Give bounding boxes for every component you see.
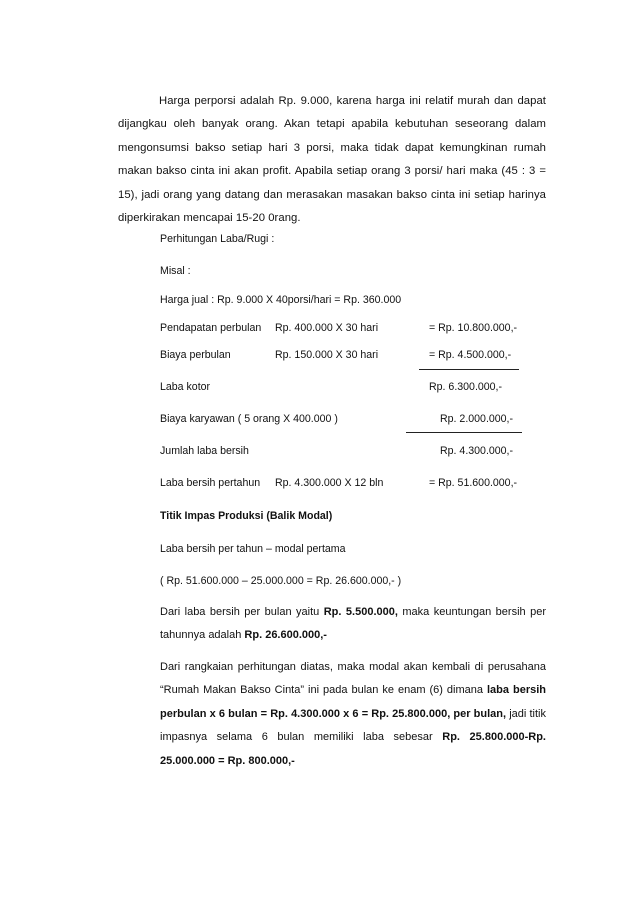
laba-modal-line: Laba bersih per tahun – modal pertama <box>160 543 346 555</box>
biaya-calc: Rp. 150.000 X 30 hari <box>275 349 379 361</box>
biaya-result: = Rp. 4.500.000,- <box>429 349 512 361</box>
pendapatan-calc: Rp. 400.000 X 30 hari <box>275 322 379 334</box>
pendapatan-label: Pendapatan perbulan <box>160 322 262 334</box>
sum-rule <box>419 369 519 370</box>
misal-label: Misal : <box>160 265 191 277</box>
harga-jual-line: Harga jual : Rp. 9.000 X 40porsi/hari = Rp. 360.000 <box>160 294 402 306</box>
keuntungan-text: Dari laba bersih per bulan yaitu <box>160 606 324 618</box>
laba-kotor-label: Laba kotor <box>160 381 211 393</box>
jumlah-label: Jumlah laba bersih <box>160 445 249 457</box>
titik-impas-heading: Titik Impas Produksi (Balik Modal) <box>160 510 333 522</box>
tahunan-result: = Rp. 51.600.000,- <box>429 477 518 489</box>
modal-text: Dari rangkaian perhitungan diatas, maka modal akan kembali di perusahana “Rumah Makan Bakso Cinta” ini pada bulan ke enam (6) dimana <box>160 661 546 697</box>
laba-kotor-result: Rp. 6.300.000,- <box>429 381 503 393</box>
formula-line: ( Rp. 51.600.000 – 25.000.000 = Rp. 26.600.000,- ) <box>160 575 402 587</box>
keuntungan-bold: Rp. 26.600.000,- <box>244 629 327 642</box>
modal-bold: Rp. 25.800.000-Rp. 25.000.000 = Rp. 800.000,- <box>160 731 546 767</box>
calc-heading: Perhitungan Laba/Rugi : <box>160 233 275 245</box>
keuntungan-paragraph <box>160 601 546 648</box>
modal-paragraph <box>160 656 546 773</box>
biaya-label: Biaya perbulan <box>160 349 231 361</box>
karyawan-label: Biaya karyawan ( 5 orang X 400.000 ) <box>160 413 338 425</box>
modal-text: jadi titik impasnya selama 6 bulan memiliki laba sebesar <box>160 707 546 744</box>
karyawan-result: Rp. 2.000.000,- <box>440 413 514 425</box>
tahunan-label: Laba bersih pertahun <box>160 477 261 489</box>
jumlah-result: Rp. 4.300.000,- <box>440 445 514 457</box>
intro-paragraph: Harga perporsi adalah Rp. 9.000, karena harga ini relatif murah dan dapat dijangkau oleh banyak orang. Akan tetapi apabila kebutuhan seseorang dalam mengonsumsi bakso setiap hari 3 porsi, maka tidak dapat kemungkinan rumah makan bakso cinta ini akan profit. Apabila setiap orang 3 porsi/ hari maka (45 : 3 = 15), jadi orang yang datang dan merasakan masakan bakso cinta ini setiap harinya diperkirakan mencapai 15-20 0rang. <box>118 95 546 225</box>
sum-rule <box>406 432 522 433</box>
keuntungan-bold: Rp. 5.500.000, <box>323 606 398 618</box>
tahunan-calc: Rp. 4.300.000 X 12 bln <box>275 477 384 489</box>
keuntungan-text: maka keuntungan bersih per tahunnya adalah <box>160 606 546 642</box>
modal-bold: laba bersih perbulan x 6 bulan = Rp. 4.300.000 x 6 = Rp. 25.800.000, per bulan, <box>160 684 547 720</box>
pendapatan-result: = Rp. 10.800.000,- <box>429 322 518 334</box>
